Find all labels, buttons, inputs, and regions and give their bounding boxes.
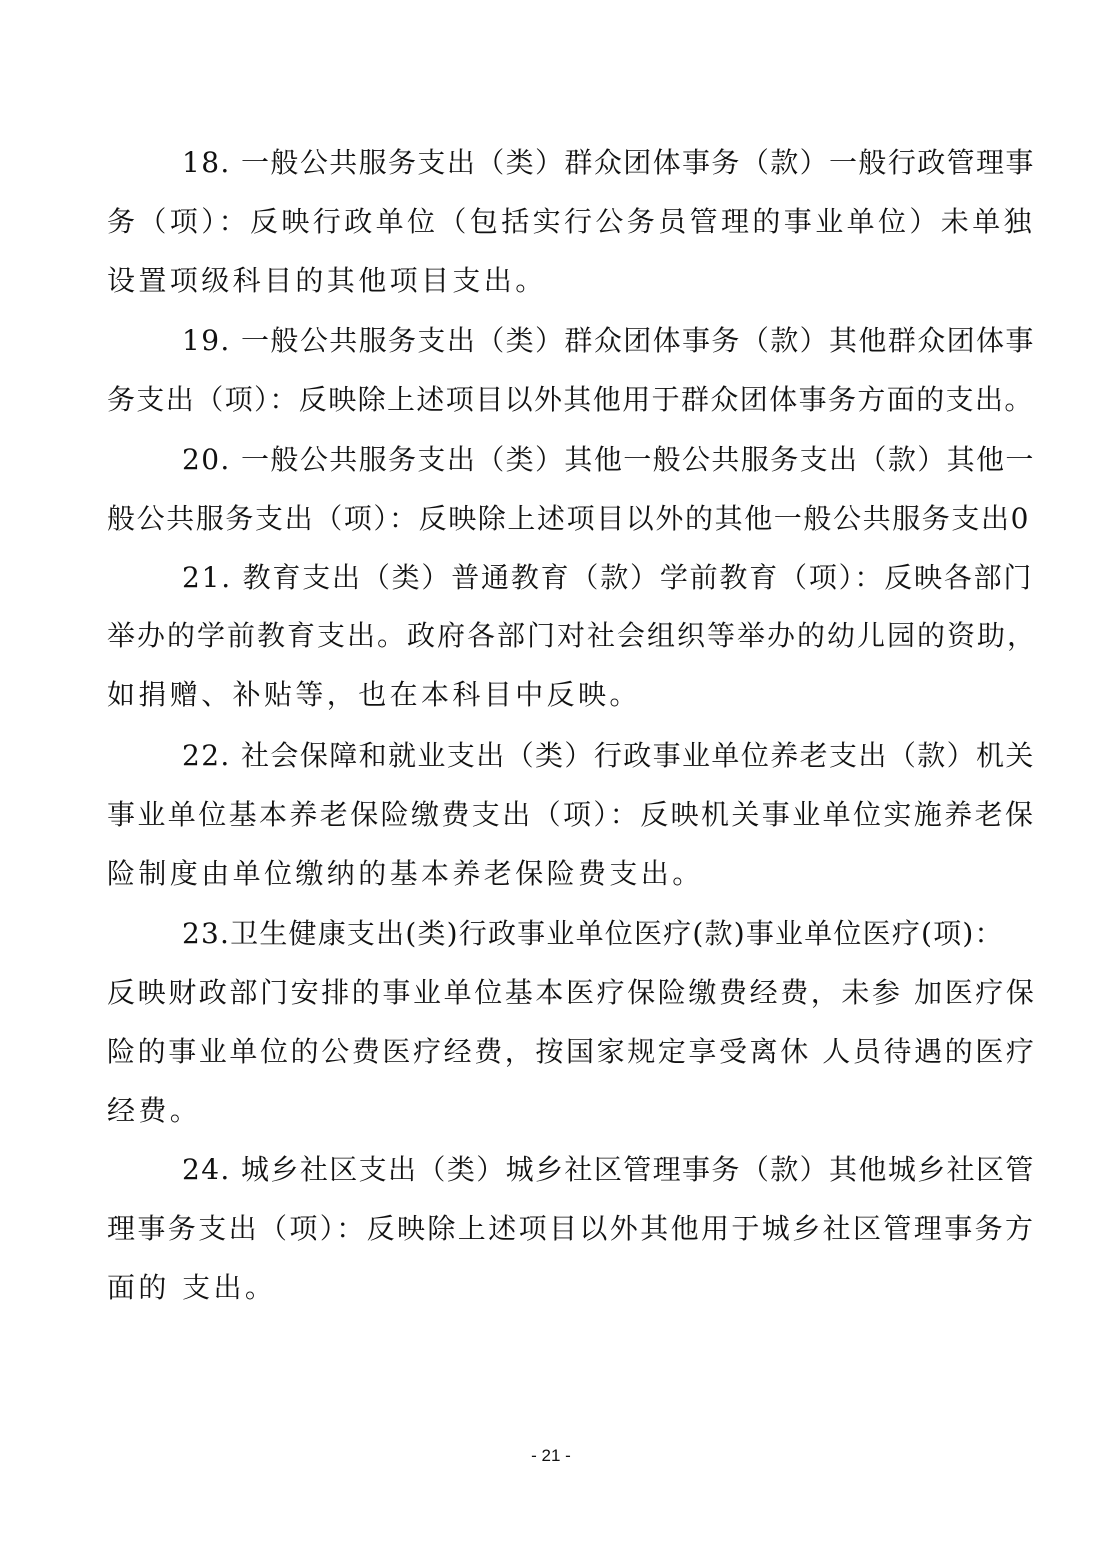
paragraph-19-line-1: 19. 一般公共服务支出（类）群众团体事务（款）其他群众团体事 [182, 324, 1035, 357]
paragraph-21-line-1: 21. 教育支出（类）普通教育（款）学前教育（项）：反映各部门 [182, 561, 1034, 594]
paragraph-24-line-2: 理事务支出（项）：反映除上述项目以外其他用于城乡社区管理事务方 [107, 1212, 1036, 1245]
paragraph-23-line-2: 反映财政部门安排的事业单位基本医疗保险缴费经费，未参 加医疗保 [107, 976, 1037, 1009]
paragraph-21-line-3: 如捐赠、补贴等，也在本科目中反映。 [107, 678, 641, 711]
paragraph-24-line-3: 面的 支出。 [107, 1271, 277, 1304]
paragraph-23-line-1: 23.卫生健康支出(类)行政事业单位医疗(款)事业单位医疗(项)： [182, 917, 1004, 950]
paragraph-22-line-2: 事业单位基本养老保险缴费支出（项）：反映机关事业单位实施养老保 [107, 798, 1036, 831]
paragraph-18-line-1: 18. 一般公共服务支出（类）群众团体事务（款）一般行政管理事 [182, 146, 1035, 179]
paragraph-23-line-3: 险的事业单位的公费医疗经费，按国家规定享受离休 人员待遇的医疗 [107, 1035, 1037, 1068]
paragraph-18-line-3: 设置项级科目的其他项目支出。 [107, 264, 547, 297]
paragraph-19-line-2: 务支出（项）：反映除上述项目以外其他用于群众团体事务方面的支出。 [107, 383, 1034, 416]
paragraph-20-line-2: 般公共服务支出（项）：反映除上述项目以外的其他一般公共服务支出0 [107, 502, 1031, 535]
paragraph-24-line-1: 24. 城乡社区支出（类）城乡社区管理事务（款）其他城乡社区管 [182, 1153, 1035, 1186]
paragraph-23-line-4: 经费。 [107, 1094, 202, 1127]
page-number: - 21 - [531, 1446, 571, 1465]
paragraph-22-line-3: 险制度由单位缴纳的基本养老保险费支出。 [107, 857, 704, 890]
paragraph-18-line-2: 务（项）：反映行政单位（包括实行公务员管理的事业单位）未单独 [107, 205, 1036, 238]
paragraph-20-line-1: 20. 一般公共服务支出（类）其他一般公共服务支出（款）其他一 [182, 443, 1035, 476]
paragraph-21-line-2: 举办的学前教育支出。政府各部门对社会组织等举办的幼儿园的资助， [107, 619, 1038, 652]
paragraph-22-line-1: 22. 社会保障和就业支出（类）行政事业单位养老支出（款）机关 [182, 739, 1035, 772]
